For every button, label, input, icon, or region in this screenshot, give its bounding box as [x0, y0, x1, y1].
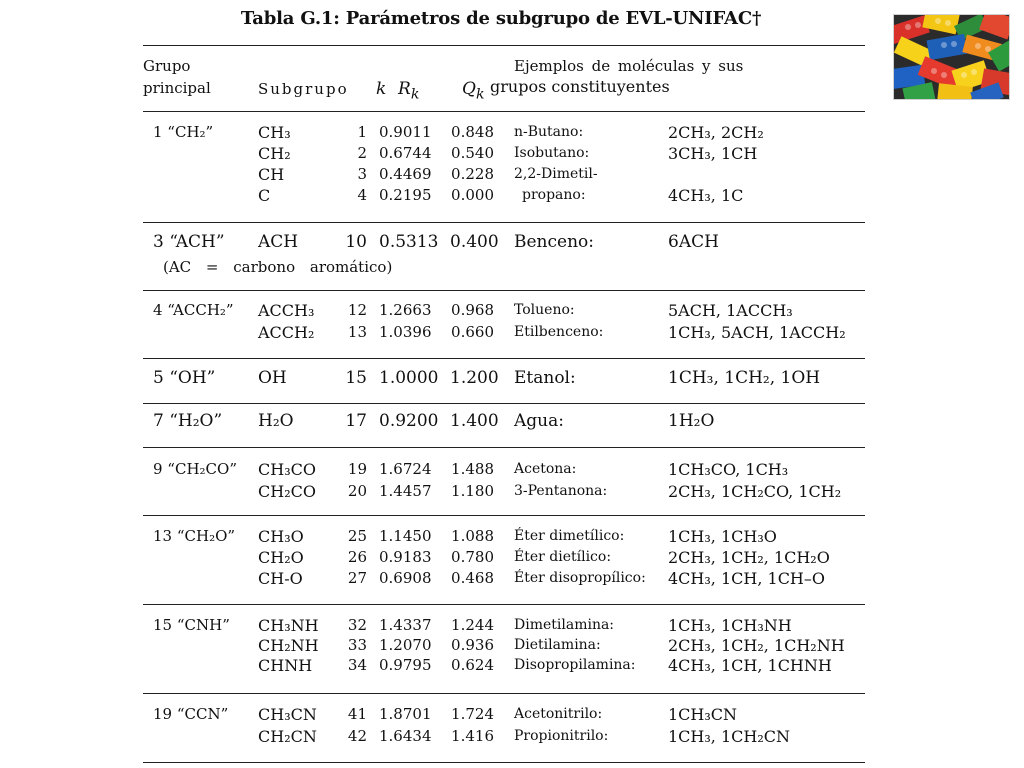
- qk-cell: 0.936: [451, 636, 494, 654]
- k-cell: 3: [357, 165, 367, 183]
- group-main-label: 3 “ACH”: [153, 232, 225, 252]
- rk-cell: 0.9795: [379, 656, 432, 674]
- example-molecule-cell: n-Butano:: [514, 124, 584, 140]
- k-cell: 10: [345, 232, 367, 252]
- header-k-symbol: k: [376, 79, 387, 99]
- example-molecule-cell: Éter dietílico:: [514, 549, 612, 565]
- qk-cell: 0.968: [451, 301, 494, 319]
- k-cell: 41: [347, 705, 367, 723]
- group-main-label: 13 “CH₂O”: [153, 527, 236, 545]
- example-molecule-cell: Propionitrilo:: [514, 728, 609, 744]
- constituent-groups-cell: 2CH₃, 1CH₂, 1CH₂O: [668, 548, 830, 567]
- k-cell: 19: [347, 460, 367, 478]
- group-separator: [143, 515, 865, 516]
- constituent-groups-cell: 1CH₃CN: [668, 705, 738, 724]
- qk-cell: 1.416: [451, 727, 494, 745]
- constituent-groups-cell: 5ACH, 1ACCH₃: [668, 301, 793, 320]
- subgroup-cell: CH₂: [258, 144, 291, 163]
- qk-cell: 0.400: [450, 232, 499, 252]
- k-cell: 15: [345, 368, 367, 388]
- subgroup-cell: CH: [258, 165, 285, 184]
- example-molecule-cell: Etilbenceno:: [514, 324, 604, 340]
- rk-cell: 1.0000: [379, 368, 439, 388]
- constituent-groups-cell: 1H₂O: [668, 411, 715, 431]
- k-cell: 33: [347, 636, 367, 654]
- subgroup-cell: CH-O: [258, 569, 303, 588]
- qk-cell: 1.088: [451, 527, 494, 545]
- example-molecule-cell: Acetona:: [514, 461, 577, 477]
- rk-cell: 1.6434: [379, 727, 432, 745]
- qk-cell: 1.244: [451, 616, 494, 634]
- group-main-label: 5 “OH”: [153, 368, 216, 388]
- qk-cell: 0.228: [451, 165, 494, 183]
- k-cell: 27: [347, 569, 367, 587]
- subgroup-cell: CH₂O: [258, 548, 304, 567]
- group-separator: [143, 403, 865, 404]
- rk-cell: 0.9200: [379, 411, 439, 431]
- k-cell: 34: [347, 656, 367, 674]
- rk-cell: 1.0396: [379, 323, 432, 341]
- group-separator: [143, 762, 865, 763]
- example-molecule-cell: propano:: [522, 187, 586, 203]
- example-molecule-cell: 2,2-Dimetil-: [514, 166, 598, 182]
- subgroup-cell: CH₃CO: [258, 460, 316, 479]
- group-main-label: 7 “H₂O”: [153, 411, 223, 431]
- header-k: [376, 79, 386, 99]
- header-rk-symbol: R: [398, 79, 411, 99]
- example-molecule-cell: Dimetilamina:: [514, 617, 615, 633]
- constituent-groups-cell: 1CH₃, 1CH₂CN: [668, 727, 790, 746]
- header-grupo-principal-line2: principal: [143, 79, 211, 97]
- example-molecule-cell: Tolueno:: [514, 302, 575, 318]
- subgroup-cell: CH₂CO: [258, 482, 316, 501]
- constituent-groups-cell: 4CH₃, 1CH, 1CHNH: [668, 656, 832, 675]
- subgroup-cell: H₂O: [258, 411, 294, 431]
- k-cell: 1: [357, 123, 367, 141]
- qk-cell: 0.660: [451, 323, 494, 341]
- rk-cell: 0.9011: [379, 123, 432, 141]
- table-title: Tabla G.1: Parámetros de subgrupo de EVL-UNIFAC†: [240, 8, 762, 29]
- rk-cell: 1.1450: [379, 527, 432, 545]
- qk-cell: 1.400: [450, 411, 499, 431]
- subgroup-cell: ACH: [258, 232, 299, 252]
- qk-cell: 0.780: [451, 548, 494, 566]
- qk-cell: 1.488: [451, 460, 494, 478]
- group-main-label: 4 “ACCH₂”: [153, 301, 234, 319]
- header-rk-sub: k: [410, 86, 420, 103]
- subgroup-cell: CH₃CN: [258, 705, 317, 724]
- constituent-groups-cell: 4CH₃, 1CH, 1CH–O: [668, 569, 825, 588]
- qk-cell: 1.724: [451, 705, 494, 723]
- rk-cell: 1.8701: [379, 705, 432, 723]
- header-ejemplos-line2: grupos constituyentes: [490, 77, 670, 96]
- subgroup-cell: ACCH₃: [258, 301, 315, 320]
- example-molecule-cell: Etanol:: [514, 368, 576, 388]
- example-molecule-cell: Isobutano:: [514, 145, 590, 161]
- constituent-groups-cell: 2CH₃, 1CH₂CO, 1CH₂: [668, 482, 842, 501]
- k-cell: 2: [357, 144, 367, 162]
- rule-top: [143, 45, 865, 46]
- header-qk: [462, 79, 485, 104]
- group-separator: [143, 604, 865, 605]
- rule-header: [143, 111, 865, 112]
- k-cell: 4: [357, 186, 367, 204]
- header-grupo-principal-line1: Grupo: [143, 57, 191, 75]
- rk-cell: 1.4457: [379, 482, 432, 500]
- header-qk-sub: k: [475, 86, 485, 103]
- rk-cell: 1.4337: [379, 616, 432, 634]
- constituent-groups-cell: 1CH₃CO, 1CH₃: [668, 460, 789, 479]
- rk-cell: 0.9183: [379, 548, 432, 566]
- group-main-label: 19 “CCN”: [153, 705, 229, 723]
- example-molecule-cell: Éter dimetílico:: [514, 528, 625, 544]
- constituent-groups-cell: 2CH₃, 2CH₂: [668, 123, 764, 142]
- example-molecule-cell: Agua:: [514, 411, 564, 431]
- qk-cell: 0.848: [451, 123, 494, 141]
- header-subgrupo: Subgrupo: [258, 80, 349, 98]
- qk-cell: 1.200: [450, 368, 499, 388]
- k-cell: 42: [347, 727, 367, 745]
- subgroup-cell: CH₃: [258, 123, 291, 142]
- qk-cell: 0.468: [451, 569, 494, 587]
- k-cell: 17: [345, 411, 367, 431]
- k-cell: 20: [347, 482, 367, 500]
- constituent-groups-cell: 6ACH: [668, 232, 719, 252]
- subgroup-cell: CHNH: [258, 656, 313, 675]
- subgroup-cell: CH₃O: [258, 527, 304, 546]
- constituent-groups-cell: 2CH₃, 1CH₂, 1CH₂NH: [668, 636, 845, 655]
- k-cell: 12: [347, 301, 367, 319]
- group-separator: [143, 447, 865, 448]
- qk-cell: 1.180: [451, 482, 494, 500]
- rk-cell: 1.2663: [379, 301, 432, 319]
- rk-cell: 1.2070: [379, 636, 432, 654]
- example-molecule-cell: Acetonitrilo:: [514, 706, 603, 722]
- group-separator: [143, 222, 865, 223]
- rk-cell: 0.6744: [379, 144, 432, 162]
- header-qk-symbol: Q: [462, 79, 476, 99]
- qk-cell: 0.624: [451, 656, 494, 674]
- lego-bricks-icon: [894, 15, 1009, 99]
- rk-cell: 1.6724: [379, 460, 432, 478]
- header-rk: [398, 79, 419, 104]
- qk-cell: 0.000: [451, 186, 494, 204]
- rk-cell: 0.6908: [379, 569, 432, 587]
- rk-cell: 0.5313: [379, 232, 439, 252]
- subgroup-cell: ACCH₂: [258, 323, 315, 342]
- subgroup-cell: CH₂CN: [258, 727, 317, 746]
- group-separator: [143, 693, 865, 694]
- example-molecule-cell: Dietilamina:: [514, 637, 601, 653]
- constituent-groups-cell: 1CH₃, 5ACH, 1ACCH₂: [668, 323, 846, 342]
- constituent-groups-cell: 1CH₃, 1CH₃NH: [668, 616, 792, 635]
- k-cell: 32: [347, 616, 367, 634]
- constituent-groups-cell: 3CH₃, 1CH: [668, 144, 758, 163]
- subgroup-cell: CH₃NH: [258, 616, 319, 635]
- subgroup-cell: C: [258, 186, 271, 205]
- subgroup-cell: CH₂NH: [258, 636, 319, 655]
- constituent-groups-cell: 1CH₃, 1CH₂, 1OH: [668, 368, 821, 388]
- k-cell: 13: [347, 323, 367, 341]
- k-cell: 25: [347, 527, 367, 545]
- k-cell: 26: [347, 548, 367, 566]
- note-ac: (AC = carbono aromático): [163, 258, 393, 276]
- group-main-label: 1 “CH₂”: [153, 123, 214, 141]
- rk-cell: 0.4469: [379, 165, 432, 183]
- constituent-groups-cell: 1CH₃, 1CH₃O: [668, 527, 777, 546]
- group-main-label: 15 “CNH”: [153, 616, 230, 634]
- example-molecule-cell: 3-Pentanona:: [514, 483, 608, 499]
- subgroup-cell: OH: [258, 368, 287, 388]
- rk-cell: 0.2195: [379, 186, 432, 204]
- group-separator: [143, 290, 865, 291]
- lego-bricks-image: [893, 14, 1010, 100]
- group-main-label: 9 “CH₂CO”: [153, 460, 237, 478]
- example-molecule-cell: Éter disopropílico:: [514, 570, 646, 586]
- constituent-groups-cell: 4CH₃, 1C: [668, 186, 744, 205]
- example-molecule-cell: Disopropilamina:: [514, 657, 636, 673]
- group-separator: [143, 358, 865, 359]
- qk-cell: 0.540: [451, 144, 494, 162]
- header-ejemplos-line1: Ejemplos de moléculas y sus: [514, 57, 744, 75]
- example-molecule-cell: Benceno:: [514, 232, 594, 252]
